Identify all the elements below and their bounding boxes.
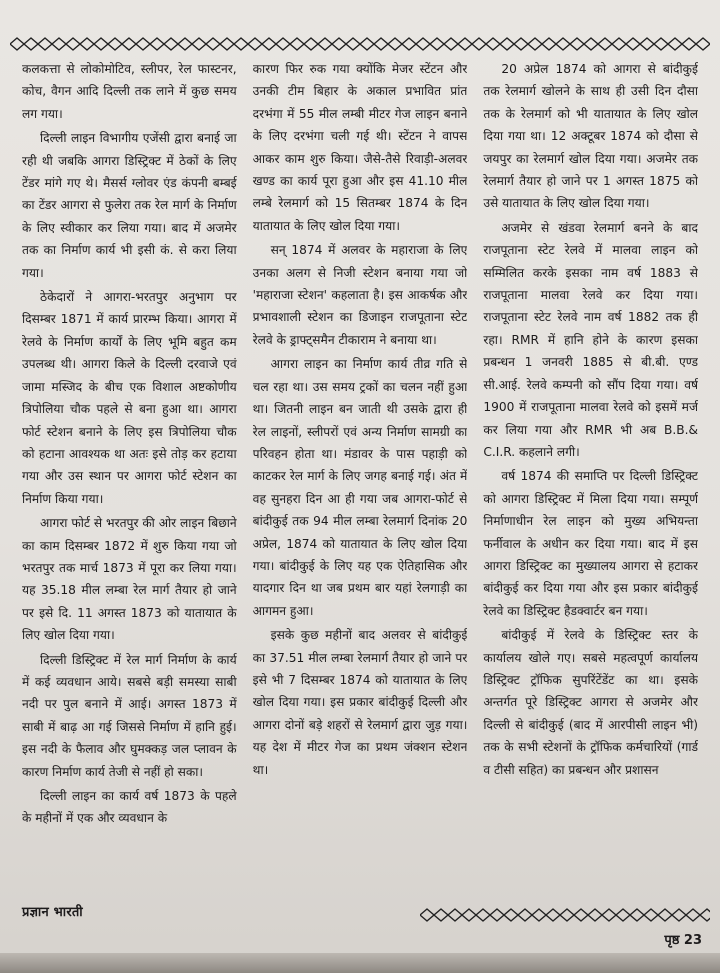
border-diamond [626, 38, 640, 50]
decorative-border-bottom [420, 907, 710, 923]
border-diamond [346, 38, 360, 50]
border-diamond [668, 38, 682, 50]
border-diamond [52, 38, 66, 50]
border-diamond [416, 38, 430, 50]
border-diamond [584, 38, 598, 50]
border-diamond [686, 909, 700, 921]
border-diamond [430, 38, 444, 50]
border-diamond [178, 38, 192, 50]
border-diamond [700, 909, 710, 921]
paragraph: कलकत्ता से लोकोमोटिव, स्लीपर, रेल फास्टनर, कोच, वैगन आदि दिल्ली तक लाने में कुछ समय लग गया। [22, 62, 237, 121]
border-diamond [616, 909, 630, 921]
border-diamond [528, 38, 542, 50]
border-diamond [360, 38, 374, 50]
magazine-name: प्रज्ञान भारती [22, 905, 83, 920]
paragraph: सन् 1874 में अलवर के महाराजा के लिए उनका अलग से निजी स्टेशन बनाया गया जो 'महाराजा स्टेशन' कहलाता है। इस आकर्षक और प्रभावशाली स्टेशन का डिजाइन राजपूताना स्टेट रेलवे के ड्राफ्ट्समैन टीकाराम ने बनाया था। [252, 243, 468, 347]
border-diamond [290, 38, 304, 50]
border-diamond [570, 38, 584, 50]
border-diamond [262, 38, 276, 50]
decorative-border-top [10, 36, 710, 52]
border-diamond [518, 909, 532, 921]
border-diamond [206, 38, 220, 50]
border-diamond [150, 38, 164, 50]
paragraph: कारण फिर रुक गया क्योंकि मेजर स्टेंटन और उनकी टीम बिहार के अकाल प्रभावित प्रांत दरभंगा में 55 मील लम्बी मीटर गेज लाइन बनाने के लिए दरभंगा चली गई थी। स्टेंटन ने वापस आकर काम शुरु किया। जैसे-तैसे रिवाड़ी-अलवर खण्ड का कार्य पूरा हुआ और इस 41.10 मील लम्बे रेलमार्ग को 15 सितम्बर 1874 के दिन यातायात के लिए खोल दिया गया। [252, 62, 468, 233]
border-diamond [304, 38, 318, 50]
border-diamond [504, 909, 518, 921]
border-diamond [122, 38, 136, 50]
border-diamond [658, 909, 672, 921]
border-diamond [402, 38, 416, 50]
border-diamond [602, 909, 616, 921]
border-diamond [448, 909, 462, 921]
paragraph: ठेकेदारों ने आगरा-भरतपुर अनुभाग पर दिसम्बर 1871 में कार्य प्रारम्भ किया। आगरा में रेलवे के निर्माण कार्यों के लिए भूमि बहुत कम उपलब्ध थी। आगरा किले के दिल्ली दरवाजे एवं जामा मस्जिद के बीच एक विशाल अष्टकोणीय त्रिपोलिया चौक पहले से बना हुआ था। आगरा फोर्ट स्टेशन बनाने के लिए इस त्रिपोलिया चौक को हटाना आवश्यक था अतः इसे तोड़ कर हटाया गया और उस स्थान पर आगरा फोर्ट स्टेशन का निर्माण किया गया। [22, 290, 237, 506]
border-diamond [630, 909, 644, 921]
border-diamond [332, 38, 346, 50]
border-diamond [532, 909, 546, 921]
border-diamond [500, 38, 514, 50]
border-diamond [556, 38, 570, 50]
paragraph: दिल्ली लाइन का कार्य वर्ष 1873 के पहले के महीनों में एक और व्यवधान के [22, 789, 237, 826]
border-diamond [192, 38, 206, 50]
border-diamond [94, 38, 108, 50]
border-diamond [672, 909, 686, 921]
border-diamond [574, 909, 588, 921]
column-1 [22, 58, 237, 908]
border-diamond [10, 38, 24, 50]
border-diamond [682, 38, 696, 50]
border-diamond [66, 38, 80, 50]
paragraph: आगरा फोर्ट से भरतपुर की ओर लाइन बिछाने का काम दिसम्बर 1872 में शुरु किया गया जो भरतपुर तक मार्च 1873 में पूरा कर लिया गया। यह 35.18 मील लम्बा रेल मार्ग तैयार हो जाने पर इसे दि. 11 अगस्त 1873 को यातायात के लिए खोल दिया गया। [22, 516, 237, 643]
border-diamond [220, 38, 234, 50]
paragraph: वर्ष 1874 की समाप्ति पर दिल्ली डिस्ट्रिक्ट को आगरा डिस्ट्रिक्ट में मिला दिया गया। सम्पूर्ण निर्माणाधीन रेल लाइन को मुख्य अभियन्ता फर्नीवाल के अधीन कर दिया गया। बाद में इस आगरा डिस्ट्रिक्ट का मुख्यालय आगरा से हटाकर बांदीकुई कर दिया गया और इस प्रकार बांदीकुई रेलवे का डिस्ट्रिक्ट हैडक्वार्टर बन गया। [483, 469, 699, 618]
border-diamond [644, 909, 658, 921]
border-diamond [612, 38, 626, 50]
column-2 [253, 58, 468, 908]
border-diamond [472, 38, 486, 50]
column-3 [483, 58, 698, 908]
border-diamond [318, 38, 332, 50]
border-diamond [420, 909, 434, 921]
border-diamond [374, 38, 388, 50]
paragraph: बांदीकुई में रेलवे के डिस्ट्रिक्ट स्तर के कार्यालय खोले गए। सबसे महत्वपूर्ण कार्यालय डिस्ट्रिक्ट ट्रॉफिक सुपरिंटेंडेंट का था। इसके अन्तर्गत पूरे डिस्ट्रिक्ट आगरा से अजमेर और दिल्ली से बांदीकुई (बाद में आरपीसी लाइन भी) तक के सभी स्टेशनों के ट्रॉफिक कर्मचारियों (गार्ड व टीसी सहित) का प्रबन्धन और प्रशासन [483, 628, 699, 777]
border-diamond [136, 38, 150, 50]
border-diamond [38, 38, 52, 50]
border-diamond [444, 38, 458, 50]
paragraph: आगरा लाइन का निर्माण कार्य तीव्र गति से चल रहा था। उस समय ट्रकों का चलन नहीं हुआ था। जितनी लाइन बन जाती थी उसके द्वारा ही रेल लाइनों, स्लीपरों एवं अन्य निर्माण सामग्री का परिवहन होता था। मंडावर के पास पहाड़ी को काटकर रेल मार्ग के लिए जगह बनाई गई। अंत में वह सुनहरा दिन आ ही गया जब आगरा-फोर्ट से बांदीकुई तक 94 मील लम्बा रेलमार्ग दिनांक 20 अप्रेल, 1874 को यातायात के लिए खोल दिया गया। बांदीकुई के लिए यह एक ऐतिहासिक और यादगार दिन था जब प्रथम बार यहां रेलगाड़ी का आगमन हुआ। [252, 357, 468, 618]
border-diamond [588, 909, 602, 921]
border-diamond [462, 909, 476, 921]
paragraph: दिल्ली लाइन विभागीय एजेंसी द्वारा बनाई जा रही थी जबकि आगरा डिस्ट्रिक्ट में ठेकों के लिए टेंडर मांगे गए थे। मैसर्स ग्लोवर एंड कंपनी बम्बई का टेंडर आगरा से फुलेरा तक रेल मार्ग के निर्माण के लिए स्वीकार कर लिया गया। बाद में अजमेर तक का निर्माण कार्य भी इसी कं. से करा लिया गया। [22, 131, 237, 280]
border-diamond [476, 909, 490, 921]
border-diamond [276, 38, 290, 50]
border-diamond [458, 38, 472, 50]
border-diamond [542, 38, 556, 50]
border-diamond [696, 38, 710, 50]
border-diamond [434, 909, 448, 921]
page-number: पृष्ठ 23 [664, 933, 702, 948]
border-diamond [560, 909, 574, 921]
border-diamond [546, 909, 560, 921]
border-diamond [108, 38, 122, 50]
text-columns [22, 58, 698, 908]
border-diamond [234, 38, 248, 50]
border-diamond [24, 38, 38, 50]
border-diamond [514, 38, 528, 50]
border-diamond [490, 909, 504, 921]
border-diamond [248, 38, 262, 50]
border-diamond [388, 38, 402, 50]
paragraph: 20 अप्रेल 1874 को आगरा से बांदीकुई तक रेलमार्ग खोलने के साथ ही उसी दिन दौसा तक के रेलमार्ग को भी यातायात के लिए खोल दिया गया था। 12 अक्टूबर 1874 को दौसा से जयपुर का रेलमार्ग खोल दिया गया। अजमेर तक रेलमार्ग तैयार हो जाने पर 1 अगस्त 1875 को उसे यातायात के लिए खोल दिया गया। [483, 62, 699, 211]
border-diamond [640, 38, 654, 50]
border-diamond [164, 38, 178, 50]
page-shadow [0, 953, 720, 973]
border-diamond [80, 38, 94, 50]
border-diamond [654, 38, 668, 50]
paragraph: इसके कुछ महीनों बाद अलवर से बांदीकुई का 37.51 मील लम्बा रेलमार्ग तैयार हो जाने पर इसे भी 7 दिसम्बर 1874 को यातायात के लिए खोल दिया गया। इस प्रकार बांदीकुई दिल्ली और आगरा दोनों बड़े शहरों से रेलमार्ग द्वारा जुड़ गया। यह देश में मीटर गेज का प्रथम जंक्शन स्टेशन था। [252, 628, 468, 777]
paragraph: दिल्ली डिस्ट्रिक्ट में रेल मार्ग निर्माण के कार्य में कई व्यवधान आये। सबसे बड़ी समस्या साबी नदी पर पुल बनाने में आई। अगस्त 1873 में साबी में बाढ़ आ गई जिससे निर्माण में हानि हुई। इस नदी के फैलाव और घुमक्कड़ जल प्लावन के कारण निर्माण कार्य तेजी से नहीं हो सका। [22, 652, 237, 779]
border-diamond [486, 38, 500, 50]
paragraph: अजमेर से खंडवा रेलमार्ग बनने के बाद राजपूताना स्टेट रेलवे में मालवा लाइन को सम्मिलित करके इसका नाम वर्ष 1883 से राजपूताना मालवा रेलवे कर दिया गया। राजपूताना स्टेट रेलवे नाम वर्ष 1882 तक ही रहा। RMR में हानि होने के कारण इसका प्रबन्धन 1 जनवरी 1885 से बी.बी. एण्ड सी.आई. रेलवे कम्पनी को सौंप दिया गया। वर्ष 1900 में राजपूताना मालवा रेलवे को इसमें मर्ज कर लिया गया और RMR भी अब B.B.& C.I.R. कहलाने लगी। [483, 220, 699, 459]
border-diamond [598, 38, 612, 50]
